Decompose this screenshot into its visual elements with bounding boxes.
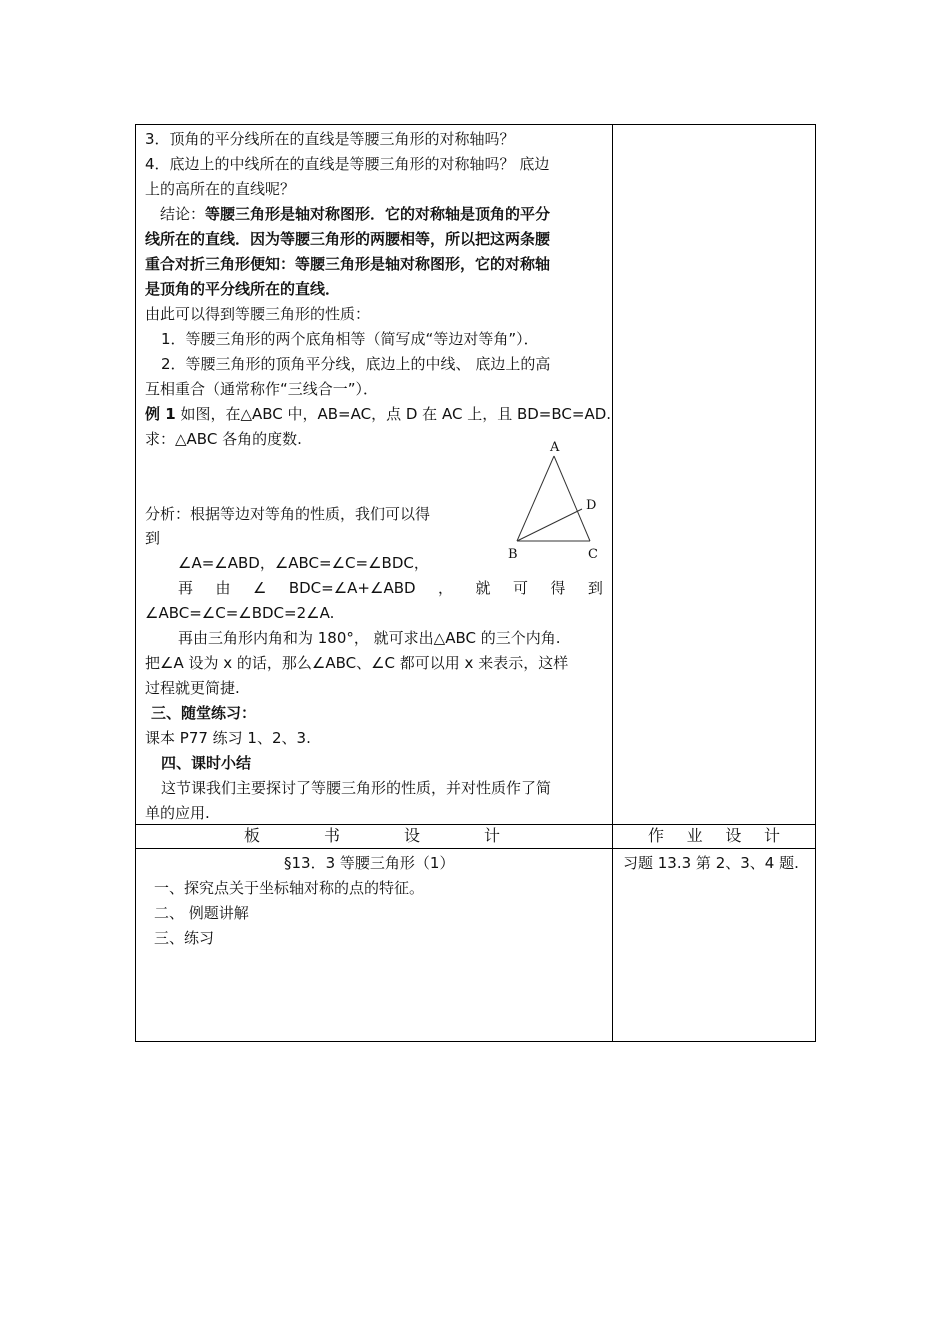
property-intro: 由此可以得到等腰三角形的性质： — [145, 305, 371, 323]
property-2-cont: 互相重合（通常称作“三线合一”）． — [145, 380, 379, 398]
vertex-label-c: C — [588, 547, 598, 562]
analysis-line-1: 分析：根据等边对等角的性质，我们可以得 — [145, 505, 431, 523]
row-divider-header — [136, 848, 815, 849]
analysis-line-3: ∠A=∠ABD，∠ABC=∠C=∠BDC， — [178, 554, 429, 572]
conclusion-line-1: 结论：等腰三角形是轴对称图形．它的对称轴是顶角的平分 — [160, 205, 551, 223]
property-2: 2．等腰三角形的顶角平分线，底边上的中线、 底边上的高 — [161, 355, 551, 373]
example-label: 例 1 — [145, 405, 176, 423]
section-3-title: 三、随堂练习： — [151, 704, 257, 722]
property-1: 1．等腰三角形的两个底角相等（简写成“等边对等角”）． — [161, 330, 539, 348]
conclusion-line-2: 线所在的直线．因为等腰三角形的两腰相等，所以把这两条腰 — [145, 230, 551, 248]
triangle-figure — [504, 437, 608, 565]
analysis-line-4: 再 由 ∠ BDC=∠A+∠ABD ， 就 可 得 到 — [178, 579, 603, 597]
board-item-3: 三、练习 — [154, 929, 215, 947]
conclusion-label: 结论： — [160, 205, 206, 223]
vertex-label-d: D — [586, 498, 597, 513]
board-item-2: 二、 例题讲解 — [154, 904, 249, 922]
board-title: §13．3 等腰三角形（1） — [284, 854, 455, 872]
conclusion-line-4: 是顶角的平分线所在的直线． — [145, 280, 341, 298]
analysis-line-6: 再由三角形内角和为 180°， 就可求出△ABC 的三个内角. — [178, 629, 561, 647]
question-3: 3．顶角的平分线所在的直线是等腰三角形的对称轴吗？ — [145, 130, 515, 148]
column-divider — [612, 125, 613, 1041]
example-1-question: 求：△ABC 各角的度数. — [145, 430, 302, 448]
board-item-1: 一、探究点关于坐标轴对称的点的特征。 — [154, 879, 425, 897]
summary-line-2: 单的应用. — [145, 804, 210, 822]
vertex-label-a: A — [550, 440, 560, 455]
analysis-line-7: 把∠A 设为 x 的话，那么∠ABC、∠C 都可以用 x 来表示，这样 — [145, 654, 569, 672]
question-4-cont: 上的高所在的直线呢？ — [145, 180, 296, 198]
conclusion-line-3: 重合对折三角形便知：等腰三角形是轴对称图形，它的对称轴 — [145, 255, 551, 273]
vertex-label-b: B — [508, 547, 518, 562]
analysis-line-5: ∠ABC=∠C=∠BDC=2∠A. — [145, 604, 335, 622]
section-3-text: 课本 P77 练习 1、2、3. — [145, 729, 311, 747]
summary-line-1: 这节课我们主要探讨了等腰三角形的性质，并对性质作了简 — [161, 779, 552, 797]
example-1: 例 1 如图，在△ABC 中，AB=AC，点 D 在 AC 上，且 BD=BC=AD. — [145, 405, 612, 423]
board-design-header: 板 书 设 计 — [244, 826, 500, 845]
lesson-table — [135, 124, 816, 1042]
section-4-title: 四、课时小结 — [161, 754, 252, 772]
homework-text: 习题 13.3 第 2、3、4 题. — [623, 854, 799, 872]
analysis-line-2: 到 — [145, 529, 161, 547]
question-4: 4．底边上的中线所在的直线是等腰三角形的对称轴吗？ 底边 — [145, 155, 550, 173]
homework-design-header: 作 业 设 计 — [648, 826, 780, 845]
analysis-line-8: 过程就更简捷. — [145, 679, 240, 697]
